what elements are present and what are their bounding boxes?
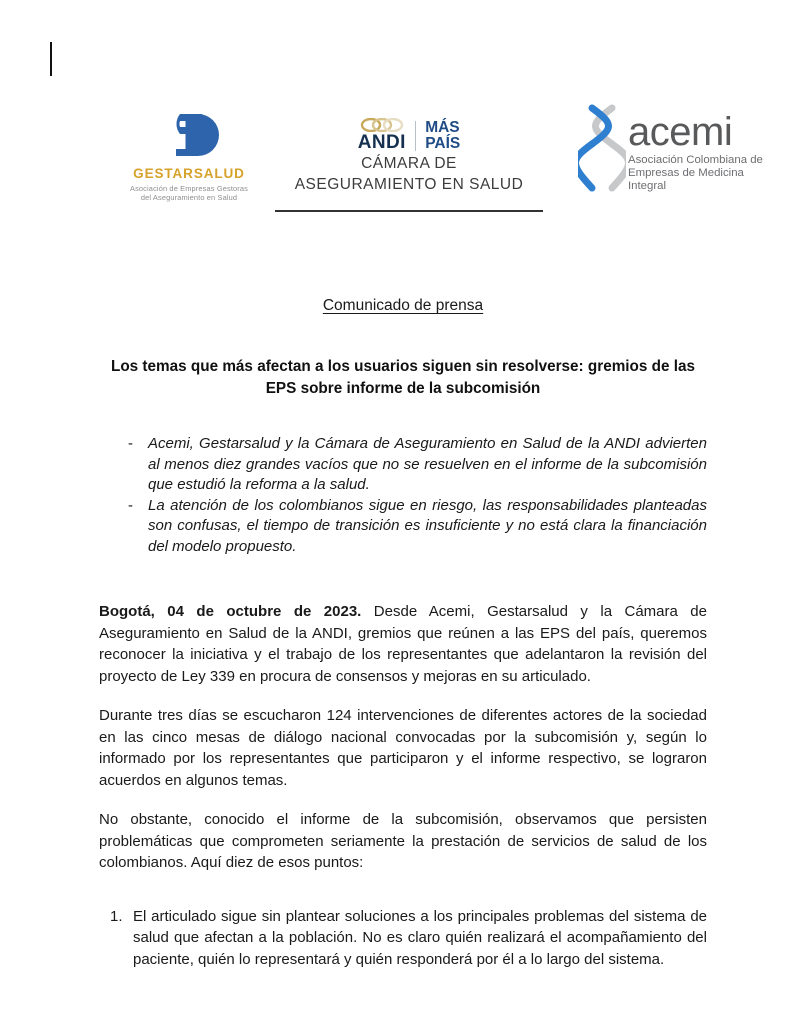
page-title: Los temas que más afectan a los usuarios siguen sin resolverse: gremios de las EPS sobre informe de la subcomisión [110,358,696,397]
andi-lockup [272,108,546,152]
dateline: Bogotá, 04 de octubre de 2023. [99,603,362,620]
lead-paragraph-text: Desde Acemi, Gestarsalud y la Cámara de Aseguramiento en Salud de la ANDI, gremios que reúnen a las EPS del país, queremos reconocer la iniciativa y el trabajo de los representantes que adelantaron la revisión del proyecto de Ley 339 en procura de consensos y mejoras en su articulado. [99,603,707,685]
gestarsalud-name: GESTARSALUD [133,166,245,181]
acemi-subtitle [628,154,778,194]
body-paragraph: No obstante, conocido el informe de la subcomisión, observamos que persisten problemáticas que comprometen seriamente la prestación de servicios de salud de los colombianos. Aquí diez de esos puntos: [99,811,707,871]
andi-rings-icon [360,118,404,132]
andi-underline-rule [275,210,543,212]
acemi-subtitle-line2: Empresas de Medicina Integral [628,167,744,193]
gestarsalud-subtitle-line2: del Aseguramiento en Salud [140,193,238,203]
kicker-text: Comunicado de prensa [322,297,484,314]
logo-gestarsalud [118,108,260,203]
numbered-points-list [99,906,707,971]
bullet-marker: - [128,496,133,514]
gs-monogram-icon [118,108,260,162]
body-paragraph: Durante tres días se escucharon 124 intervenciones de diferentes actores de la sociedad en las cinco mesas de diálogo nacional convocadas por la subcomisión y, según lo informado por los representantes que participaron y el informe respectivo, se lograron acuerdos en algunos temas. [99,707,707,789]
list-item [110,906,707,971]
andi-divider [415,121,416,151]
bullet-marker: - [128,435,133,452]
list-item [128,496,707,558]
mas-pais-wordmark [425,120,460,151]
gestarsalud-subtitle [118,184,260,203]
acemi-subtitle-line1: Asociación Colombiana de [628,154,763,166]
logo-header-band [0,100,799,220]
camara-line-1: CÁMARA DE [361,155,457,172]
mas-pais-line2: PAÍS [425,134,461,152]
andi-brand [358,118,406,152]
gestarsalud-subtitle-line1: Asociación de Empresas Gestoras [129,184,249,193]
camara-line-2: ASEGURAMIENTO EN SALUD [294,176,524,193]
logo-acemi [578,104,778,194]
document-body [99,296,707,970]
list-item [128,434,707,496]
lead-paragraph [99,601,707,687]
acemi-text-block [628,112,778,194]
press-release-kicker [99,296,707,316]
summary-bullet-list [99,434,707,557]
bullet-text: La atención de los colombianos sigue en riesgo, las responsabilidades planteadas son confusas, el tiempo de transición es insuficiente y no está clara la financiación del modelo propuesto. [148,496,707,555]
text-caret-mark [50,42,52,76]
list-item-text: El articulado sigue sin plantear soluciones a los principales problemas del sistema de salud que afectan a la población. No es claro quién realizará el acompañamiento del paciente, quién lo representará y quién responderá por él a lo largo del sistema. [133,907,707,968]
logo-andi-camara [272,108,546,194]
mas-pais-line1: MÁS [425,119,460,136]
acemi-wordmark: acemi [628,110,733,154]
andi-wordmark: ANDI [357,132,406,153]
dna-helix-icon [578,104,626,192]
bullet-text: Acemi, Gestarsalud y la Cámara de Aseguramiento en Salud de la ANDI advierten al menos diez grandes vacíos que no se resuelven en el informe de la subcomisión que estudió la reforma a la salud. [148,435,707,493]
list-item-number: 1. [110,907,123,925]
